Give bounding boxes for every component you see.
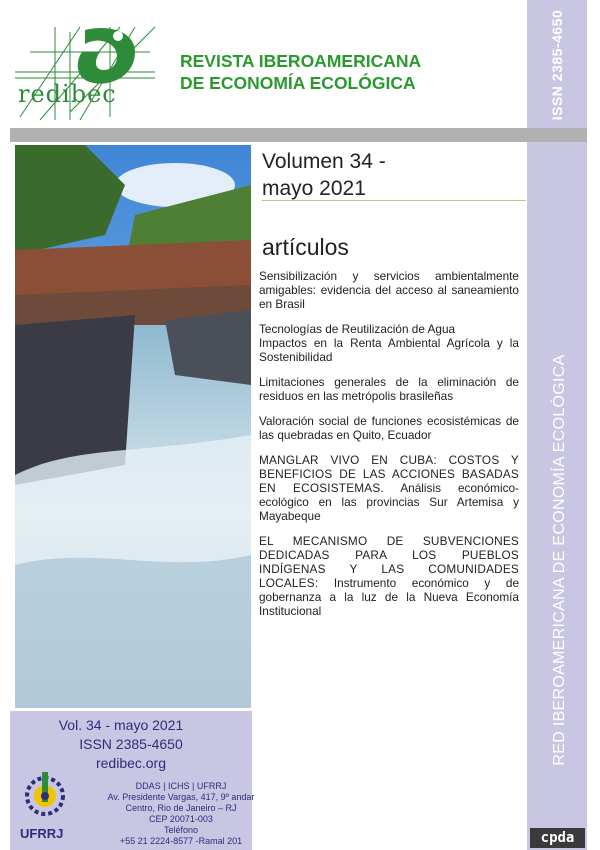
articles-list (259, 269, 519, 629)
article-title-caps: MANGLAR VIVO EN CUBA: COSTOS Y BENEFICIOS DE LAS ACCIONES BASADAS EN ECOSISTEMAS. (259, 453, 519, 495)
address-line: DDAS | ICHS | UFRRJ (135, 781, 227, 791)
journal-title-line1: REVISTA IBEROAMERICANA (180, 51, 422, 71)
article-title: Instrumento económico y de gobernanza a la luz de la Nueva Economía Institucional (259, 576, 520, 618)
volume-title-line2: mayo 2021 (262, 177, 366, 200)
article-title-caps: EL MECANISMO DE SUBVENCIONES DEDICADAS PARA LOS PUEBLOS INDÍGENAS Y LAS COMUNIDADES LOCALES: (259, 534, 519, 590)
volume-title (262, 148, 386, 202)
address-line: Av. Presidente Vargas, 417, 9º andar (107, 792, 255, 802)
article-item (259, 534, 519, 618)
articles-heading: artículos (262, 234, 349, 260)
article-title: Análisis económico-ecológico en las provincias Sur Artemisa y Mayabeque (259, 481, 519, 523)
address-line: +55 21 2224-8577 -Ramal 201 (119, 836, 243, 846)
footer-issn: ISSN 2385-4650 (79, 736, 183, 752)
journal-title-line2: DE ECONOMÍA ECOLÓGICA (180, 73, 416, 93)
address-block (86, 781, 276, 847)
article-title-line1: Tecnologías de Reutilización de Agua (259, 322, 456, 336)
article-title: Impactos en la Renta Ambiental Agrícola y la Sostenibilidad (259, 336, 519, 364)
footer-volume: Vol. 34 - mayo 2021 (58, 717, 184, 733)
address-line: Centro, Rio de Janeiro – RJ (125, 803, 237, 813)
volume-title-line1: Volumen 34 - (262, 150, 386, 173)
footer-site-link[interactable]: redibec.org (95, 755, 167, 771)
address-line: Teléfono (163, 825, 199, 835)
article-item (259, 322, 519, 364)
header-divider-bar (10, 128, 587, 142)
article-item (259, 269, 519, 311)
article-title: Valoración social de funciones ecosistémicas de las quebradas en Quito, Ecuador (259, 414, 519, 442)
article-item (259, 375, 519, 403)
network-vertical-label: RED IBEROAMERICANA DE ECONOMÍA ECOLÓGICA (551, 354, 568, 766)
volume-rule (262, 200, 526, 201)
cpda-logo: cpda (530, 828, 585, 848)
article-title: Limitaciones generales de la eliminación de residuos en las metrópolis brasileñas (259, 375, 519, 403)
journal-title (180, 50, 421, 94)
article-item (259, 453, 519, 523)
ufrrj-label: UFRRJ (20, 826, 64, 841)
waterfall-photo (15, 145, 251, 708)
logo-wordmark: redibec (18, 80, 117, 108)
issn-vertical-label: ISSN 2385-4650 (549, 9, 565, 121)
article-item (259, 414, 519, 442)
article-title: Sensibilización y servicios ambientalmente amigables: evidencia del acceso al saneamiento en Brasil (259, 269, 519, 311)
address-line: CEP 20071-003 (149, 814, 213, 824)
ufrrj-gear-logo-icon (20, 768, 70, 818)
